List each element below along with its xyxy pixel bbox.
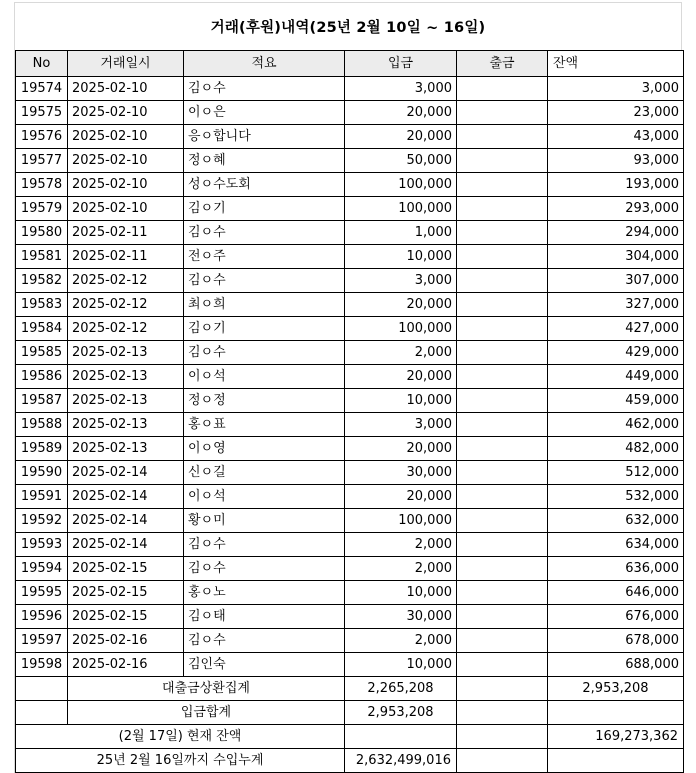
cell-no: 19576 xyxy=(16,125,68,149)
cell-no: 19594 xyxy=(16,557,68,581)
cell-withdrawal xyxy=(457,461,548,485)
cell-withdrawal xyxy=(457,509,548,533)
cell-balance: 307,000 xyxy=(548,269,684,293)
table-row[interactable] xyxy=(16,509,684,533)
cell-no: 19578 xyxy=(16,173,68,197)
table-row[interactable] xyxy=(16,341,684,365)
cell-withdrawal xyxy=(457,557,548,581)
cell-description: 정ㅇ혜 xyxy=(184,149,345,173)
cell-description: 김ㅇ기 xyxy=(184,317,345,341)
document-title-bar xyxy=(15,3,681,50)
cell-description: 정ㅇ정 xyxy=(184,389,345,413)
cell-date: 2025-02-14 xyxy=(68,509,184,533)
cell-withdrawal xyxy=(457,749,548,773)
cell-withdrawal xyxy=(457,581,548,605)
cell-balance: 3,000 xyxy=(548,77,684,101)
cell-no: 19598 xyxy=(16,653,68,677)
table-row[interactable] xyxy=(16,149,684,173)
cell-balance: 632,000 xyxy=(548,509,684,533)
cell-withdrawal xyxy=(457,365,548,389)
cell-deposit: 10,000 xyxy=(345,389,457,413)
cell-description: 이ㅇ은 xyxy=(184,101,345,125)
column-header-withdrawal[interactable]: 출금 xyxy=(457,51,548,77)
cell-date: 2025-02-13 xyxy=(68,437,184,461)
cell-date: 2025-02-15 xyxy=(68,557,184,581)
ledger-sheet xyxy=(14,2,682,773)
cell-withdrawal xyxy=(457,101,548,125)
cell-no: 19593 xyxy=(16,533,68,557)
summary-row xyxy=(16,701,684,725)
cell-date: 2025-02-15 xyxy=(68,581,184,605)
cell-deposit: 20,000 xyxy=(345,293,457,317)
table-row[interactable] xyxy=(16,317,684,341)
cell-balance: 636,000 xyxy=(548,557,684,581)
cell-no: 19596 xyxy=(16,605,68,629)
table-row[interactable] xyxy=(16,629,684,653)
cell-date: 2025-02-10 xyxy=(68,77,184,101)
cell-withdrawal xyxy=(457,437,548,461)
table-row[interactable] xyxy=(16,389,684,413)
column-header-balance[interactable]: 잔액 xyxy=(548,51,684,77)
cell-description: 최ㅇ희 xyxy=(184,293,345,317)
table-row[interactable] xyxy=(16,605,684,629)
cell-no: 19581 xyxy=(16,245,68,269)
table-row[interactable] xyxy=(16,197,684,221)
cell-deposit: 20,000 xyxy=(345,485,457,509)
cell-description: 김인숙 xyxy=(184,653,345,677)
cell-balance: 304,000 xyxy=(548,245,684,269)
cell-no: 19592 xyxy=(16,509,68,533)
cell-balance: 678,000 xyxy=(548,629,684,653)
cell-deposit: 30,000 xyxy=(345,461,457,485)
cell-withdrawal xyxy=(457,149,548,173)
cell-date: 2025-02-16 xyxy=(68,653,184,677)
cell-deposit xyxy=(345,725,457,749)
summary-label: (2월 17일) 현재 잔액 xyxy=(16,725,345,749)
cell-description: 이ㅇ석 xyxy=(184,485,345,509)
cell-description: 김ㅇ수 xyxy=(184,341,345,365)
cell-date: 2025-02-14 xyxy=(68,533,184,557)
cell-no: 19580 xyxy=(16,221,68,245)
cell-no xyxy=(16,677,68,701)
cell-date: 2025-02-13 xyxy=(68,365,184,389)
cell-withdrawal xyxy=(457,485,548,509)
cell-withdrawal xyxy=(457,125,548,149)
summary-label: 25년 2월 16일까지 수입누계 xyxy=(16,749,345,773)
cell-no xyxy=(16,701,68,725)
cell-date: 2025-02-14 xyxy=(68,461,184,485)
cell-balance: 646,000 xyxy=(548,581,684,605)
cell-date: 2025-02-10 xyxy=(68,101,184,125)
cell-no: 19579 xyxy=(16,197,68,221)
cell-balance: 293,000 xyxy=(548,197,684,221)
cell-balance: 294,000 xyxy=(548,221,684,245)
cell-date: 2025-02-10 xyxy=(68,149,184,173)
cell-no: 19589 xyxy=(16,437,68,461)
cell-deposit: 2,000 xyxy=(345,557,457,581)
cell-date: 2025-02-15 xyxy=(68,605,184,629)
transaction-table xyxy=(15,50,684,773)
cell-date: 2025-02-10 xyxy=(68,197,184,221)
cell-withdrawal xyxy=(457,197,548,221)
table-row[interactable] xyxy=(16,365,684,389)
table-row[interactable] xyxy=(16,557,684,581)
table-row[interactable] xyxy=(16,653,684,677)
cell-deposit: 2,000 xyxy=(345,533,457,557)
cell-deposit: 1,000 xyxy=(345,221,457,245)
summary-label: 입금합계 xyxy=(68,701,345,725)
cell-balance: 429,000 xyxy=(548,341,684,365)
cell-date: 2025-02-12 xyxy=(68,269,184,293)
cell-deposit: 3,000 xyxy=(345,269,457,293)
cell-deposit: 30,000 xyxy=(345,605,457,629)
cell-deposit: 20,000 xyxy=(345,101,457,125)
cell-balance: 23,000 xyxy=(548,101,684,125)
cell-withdrawal xyxy=(457,221,548,245)
cell-withdrawal xyxy=(457,77,548,101)
cell-balance: 634,000 xyxy=(548,533,684,557)
cell-balance: 93,000 xyxy=(548,149,684,173)
cell-withdrawal xyxy=(457,317,548,341)
cell-balance xyxy=(548,701,684,725)
cell-deposit: 100,000 xyxy=(345,173,457,197)
cell-description: 김ㅇ기 xyxy=(184,197,345,221)
cell-deposit: 100,000 xyxy=(345,197,457,221)
table-row[interactable] xyxy=(16,461,684,485)
table-row[interactable] xyxy=(16,173,684,197)
cell-no: 19584 xyxy=(16,317,68,341)
cell-deposit: 2,000 xyxy=(345,341,457,365)
cell-withdrawal xyxy=(457,725,548,749)
table-body xyxy=(16,77,684,773)
cell-withdrawal xyxy=(457,245,548,269)
cell-withdrawal xyxy=(457,173,548,197)
cell-balance: 459,000 xyxy=(548,389,684,413)
cell-withdrawal xyxy=(457,677,548,701)
cell-balance: 462,000 xyxy=(548,413,684,437)
cell-deposit: 2,265,208 xyxy=(345,677,457,701)
cell-description: 홍ㅇ표 xyxy=(184,413,345,437)
cell-description: 응ㅇ합니다 xyxy=(184,125,345,149)
cell-date: 2025-02-10 xyxy=(68,125,184,149)
cell-withdrawal xyxy=(457,293,548,317)
table-row[interactable] xyxy=(16,77,684,101)
cell-no: 19583 xyxy=(16,293,68,317)
table-row[interactable] xyxy=(16,581,684,605)
cell-deposit: 3,000 xyxy=(345,413,457,437)
table-row[interactable] xyxy=(16,485,684,509)
cell-date: 2025-02-12 xyxy=(68,293,184,317)
summary-label: 대출금상환집계 xyxy=(68,677,345,701)
cell-withdrawal xyxy=(457,269,548,293)
column-header-description[interactable]: 적요 xyxy=(184,51,345,77)
cell-description: 김ㅇ수 xyxy=(184,269,345,293)
cell-description: 김ㅇ수 xyxy=(184,221,345,245)
cell-withdrawal xyxy=(457,629,548,653)
cell-no: 19577 xyxy=(16,149,68,173)
cell-withdrawal xyxy=(457,605,548,629)
cell-no: 19591 xyxy=(16,485,68,509)
page-title: 거래(후원)내역(25년 2월 10일 ~ 16일) xyxy=(210,20,486,36)
cell-description: 성ㅇ수도회 xyxy=(184,173,345,197)
cell-balance: 449,000 xyxy=(548,365,684,389)
cell-balance xyxy=(548,749,684,773)
cell-withdrawal xyxy=(457,533,548,557)
cell-no: 19585 xyxy=(16,341,68,365)
cell-description: 김ㅇ수 xyxy=(184,533,345,557)
cell-balance: 169,273,362 xyxy=(548,725,684,749)
table-row[interactable] xyxy=(16,125,684,149)
cell-withdrawal xyxy=(457,389,548,413)
cell-deposit: 10,000 xyxy=(345,245,457,269)
cell-balance: 193,000 xyxy=(548,173,684,197)
cell-no: 19574 xyxy=(16,77,68,101)
cell-date: 2025-02-11 xyxy=(68,245,184,269)
column-header-no[interactable]: No xyxy=(16,51,68,77)
cell-no: 19575 xyxy=(16,101,68,125)
cell-no: 19586 xyxy=(16,365,68,389)
cell-deposit: 50,000 xyxy=(345,149,457,173)
cell-description: 김ㅇ태 xyxy=(184,605,345,629)
table-row[interactable] xyxy=(16,437,684,461)
header-row xyxy=(16,51,684,77)
summary-row xyxy=(16,677,684,701)
cell-description: 김ㅇ수 xyxy=(184,629,345,653)
cell-description: 이ㅇ영 xyxy=(184,437,345,461)
cell-withdrawal xyxy=(457,701,548,725)
table-row[interactable] xyxy=(16,101,684,125)
cell-date: 2025-02-12 xyxy=(68,317,184,341)
cell-deposit: 2,953,208 xyxy=(345,701,457,725)
cell-no: 19590 xyxy=(16,461,68,485)
cell-description: 전ㅇ주 xyxy=(184,245,345,269)
cell-date: 2025-02-16 xyxy=(68,629,184,653)
cell-description: 황ㅇ미 xyxy=(184,509,345,533)
table-header xyxy=(16,51,684,77)
column-header-date[interactable]: 거래일시 xyxy=(68,51,184,77)
cell-no: 19588 xyxy=(16,413,68,437)
cell-balance: 512,000 xyxy=(548,461,684,485)
table-row[interactable] xyxy=(16,269,684,293)
cell-deposit: 100,000 xyxy=(345,509,457,533)
table-row[interactable] xyxy=(16,221,684,245)
cell-balance: 532,000 xyxy=(548,485,684,509)
cell-deposit: 2,000 xyxy=(345,629,457,653)
table-row[interactable] xyxy=(16,413,684,437)
cell-description: 김ㅇ수 xyxy=(184,557,345,581)
cell-no: 19595 xyxy=(16,581,68,605)
cell-withdrawal xyxy=(457,413,548,437)
cell-deposit: 20,000 xyxy=(345,125,457,149)
cell-date: 2025-02-11 xyxy=(68,221,184,245)
table-row[interactable] xyxy=(16,293,684,317)
cell-no: 19582 xyxy=(16,269,68,293)
cell-date: 2025-02-13 xyxy=(68,341,184,365)
cell-deposit: 10,000 xyxy=(345,581,457,605)
summary-row-wide xyxy=(16,725,684,749)
cell-description: 홍ㅇ노 xyxy=(184,581,345,605)
cell-balance: 688,000 xyxy=(548,653,684,677)
cell-withdrawal xyxy=(457,653,548,677)
cell-deposit: 10,000 xyxy=(345,653,457,677)
cell-deposit: 3,000 xyxy=(345,77,457,101)
table-row[interactable] xyxy=(16,533,684,557)
cell-description: 이ㅇ석 xyxy=(184,365,345,389)
cell-date: 2025-02-14 xyxy=(68,485,184,509)
column-header-deposit[interactable]: 입금 xyxy=(345,51,457,77)
cell-balance: 676,000 xyxy=(548,605,684,629)
cell-balance: 2,953,208 xyxy=(548,677,684,701)
cell-description: 신ㅇ길 xyxy=(184,461,345,485)
summary-row-wide xyxy=(16,749,684,773)
cell-date: 2025-02-10 xyxy=(68,173,184,197)
cell-deposit: 100,000 xyxy=(345,317,457,341)
cell-date: 2025-02-13 xyxy=(68,389,184,413)
cell-no: 19597 xyxy=(16,629,68,653)
cell-deposit: 20,000 xyxy=(345,437,457,461)
table-row[interactable] xyxy=(16,245,684,269)
cell-balance: 427,000 xyxy=(548,317,684,341)
cell-deposit: 2,632,499,016 xyxy=(345,749,457,773)
cell-balance: 43,000 xyxy=(548,125,684,149)
cell-date: 2025-02-13 xyxy=(68,413,184,437)
cell-withdrawal xyxy=(457,341,548,365)
cell-deposit: 20,000 xyxy=(345,365,457,389)
cell-balance: 327,000 xyxy=(548,293,684,317)
cell-balance: 482,000 xyxy=(548,437,684,461)
cell-description: 김ㅇ수 xyxy=(184,77,345,101)
cell-no: 19587 xyxy=(16,389,68,413)
